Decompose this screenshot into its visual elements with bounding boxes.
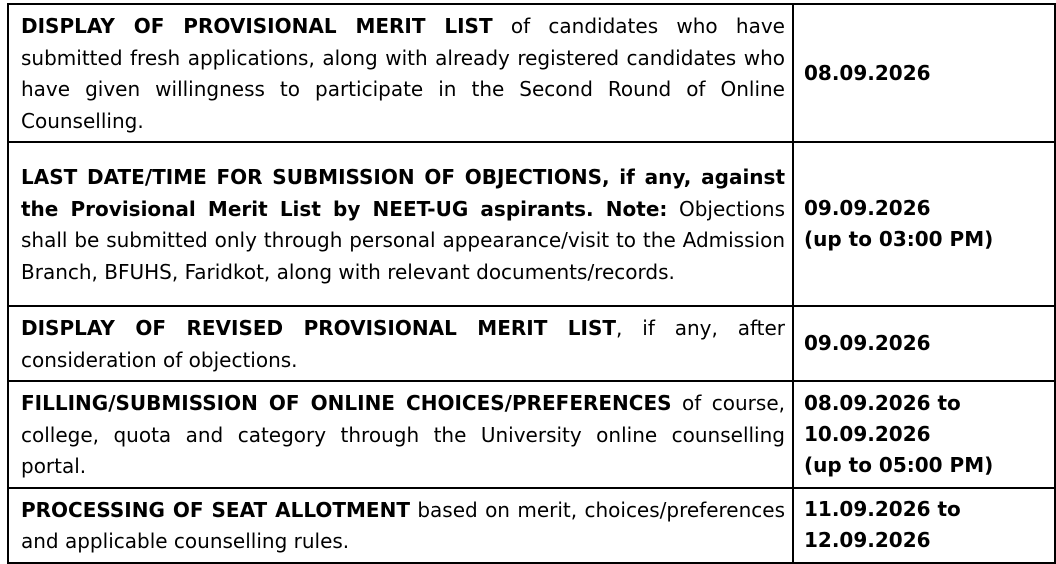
event-date — [793, 142, 1055, 306]
table-row — [8, 381, 1055, 488]
event-details: of course, college, quota and category through the University online counselling portal. — [21, 391, 785, 478]
date-line: (up to 05:00 PM) — [804, 452, 994, 477]
table-row — [8, 306, 1055, 381]
date-line: 08.09.2026 to — [804, 390, 961, 415]
date-line: 10.09.2026 — [804, 421, 931, 446]
event-title: DISPLAY OF PROVISIONAL MERIT LIST — [21, 14, 493, 38]
event-description — [8, 4, 793, 142]
date-line: 12.09.2026 — [804, 528, 931, 552]
event-title: LAST DATE/TIME FOR SUBMISSION OF OBJECTIONS, if any, against the Provisional Merit List by NEET-UG aspirants. Note: — [21, 165, 785, 221]
counselling-schedule-table — [7, 3, 1056, 564]
event-details: , if any, after consideration of objections. — [21, 316, 786, 372]
event-title: PROCESSING OF SEAT ALLOTMENT — [21, 497, 410, 522]
date-line: 11.09.2026 to — [804, 497, 961, 521]
event-title: FILLING/SUBMISSION OF ONLINE CHOICES/PREFERENCES — [21, 391, 672, 415]
date-line: (up to 03:00 PM) — [804, 227, 994, 251]
table-row — [8, 488, 1055, 563]
table-row — [8, 142, 1055, 306]
event-description — [8, 142, 793, 306]
event-description — [8, 381, 793, 488]
event-title: DISPLAY OF REVISED PROVISIONAL MERIT LIST — [21, 316, 617, 340]
date-line: 08.09.2026 — [804, 60, 931, 85]
date-line: 09.09.2026 — [804, 331, 931, 355]
event-date — [793, 4, 1055, 142]
date-line: 09.09.2026 — [804, 196, 931, 220]
event-details: of candidates who have submitted fresh applications, along with already registered candidates who have given willingness to participate in the Second Round of Online Counselling. — [21, 14, 785, 133]
event-date — [793, 488, 1055, 563]
event-description — [8, 306, 793, 381]
table-row — [8, 4, 1055, 142]
event-description — [8, 488, 793, 563]
event-details: based on merit, choices/preferences and applicable counselling rules. — [21, 497, 786, 553]
event-details: Objections shall be submitted only through personal appearance/visit to the Admission Branch, BFUHS, Faridkot, along with relevant documents/records. — [21, 196, 785, 284]
event-date — [793, 381, 1055, 488]
event-date — [793, 306, 1055, 381]
